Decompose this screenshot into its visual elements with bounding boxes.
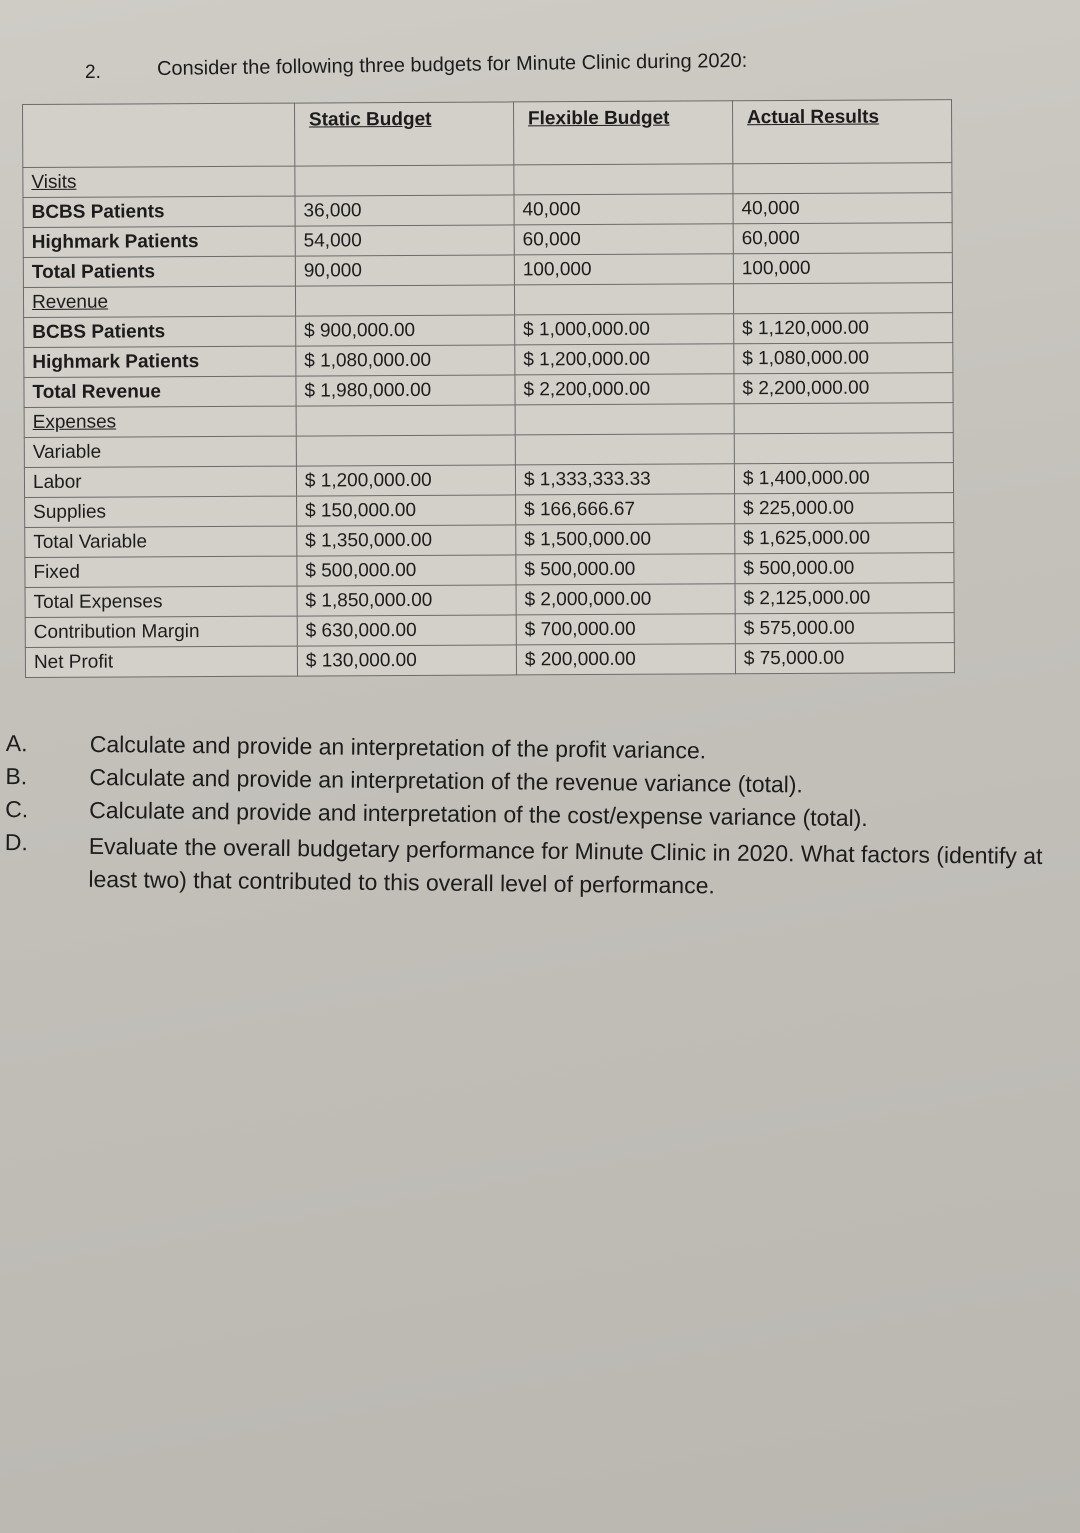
table-cell: $ 1,980,000.00 (296, 375, 515, 406)
table-cell: $ 500,000.00 (297, 555, 516, 586)
table-row (24, 373, 953, 408)
table-cell: $ 900,000.00 (296, 315, 515, 346)
table-cell: 60,000 (733, 223, 952, 254)
table-cell: $ 130,000.00 (297, 645, 516, 676)
table-cell: $ 1,333,333.33 (515, 464, 734, 495)
table-row (23, 283, 952, 318)
row-label: BCBS Patients (24, 316, 296, 347)
row-label: Total Patients (23, 256, 295, 287)
table-cell: $ 1,625,000.00 (735, 523, 954, 554)
table-cell (734, 403, 953, 434)
row-label: Highmark Patients (24, 346, 296, 377)
table-cell: $ 500,000.00 (516, 554, 735, 585)
table-cell: $ 1,850,000.00 (297, 585, 516, 616)
question-text: Calculate and provide an interpretation of the profit variance. (89, 730, 707, 764)
table-row (25, 553, 954, 588)
row-label: Net Profit (25, 646, 297, 677)
question-text: Calculate and provide an interpretation of the revenue variance (total). (89, 763, 804, 798)
question-item (0, 829, 1079, 910)
table-cell: 90,000 (295, 255, 514, 286)
table-cell (514, 284, 733, 315)
row-label: Variable (24, 436, 296, 467)
table-cell: 60,000 (514, 224, 733, 255)
table-cell: 100,000 (514, 254, 733, 285)
row-label: Visits (23, 166, 295, 197)
header-static-budget: Static Budget (294, 102, 513, 166)
table-cell (515, 404, 734, 435)
question-letter: C. (5, 796, 29, 823)
table-cell: $ 1,200,000.00 (515, 344, 734, 375)
table-header-row (23, 100, 952, 168)
table-cell: $ 1,120,000.00 (734, 313, 953, 344)
table-cell: $ 2,125,000.00 (735, 583, 954, 614)
table-cell (295, 165, 514, 196)
question-letter: A. (5, 730, 28, 757)
question-letter: B. (5, 763, 28, 790)
table-row (24, 463, 953, 498)
row-label: Total Expenses (25, 586, 297, 617)
row-label: Labor (24, 466, 296, 497)
table-cell: $ 2,200,000.00 (515, 374, 734, 405)
table-cell: 40,000 (733, 193, 952, 224)
table-cell: $ 1,350,000.00 (297, 525, 516, 556)
table-row (23, 163, 952, 198)
table-cell: 100,000 (733, 253, 952, 284)
table-cell: $ 500,000.00 (735, 553, 954, 584)
table-cell: $ 2,200,000.00 (734, 373, 953, 404)
row-label: Expenses (24, 406, 296, 437)
table-cell: $ 1,200,000.00 (296, 465, 515, 496)
table-cell: $ 225,000.00 (735, 493, 954, 524)
question-text: Calculate and provide and interpretation of the cost/expense variance (total). (89, 796, 868, 832)
header-actual-results: Actual Results (732, 100, 951, 164)
table-cell (733, 283, 952, 314)
table-cell (295, 285, 514, 316)
table-body (23, 163, 955, 678)
table-cell: $ 200,000.00 (516, 644, 735, 675)
table-row (23, 223, 952, 258)
table-cell (296, 435, 515, 466)
row-label: BCBS Patients (23, 196, 295, 227)
table-cell: $ 1,500,000.00 (516, 524, 735, 555)
table-row (24, 313, 953, 348)
table-cell (515, 434, 734, 465)
table-cell (296, 405, 515, 436)
table-row (23, 193, 952, 228)
table-cell: 54,000 (295, 225, 514, 256)
table-cell: $ 1,080,000.00 (734, 343, 953, 374)
question-intro: Consider the following three budgets for Minute Clinic during 2020: (156, 49, 748, 80)
table-cell: $ 630,000.00 (297, 615, 516, 646)
table-cell: $ 166,666.67 (515, 494, 734, 525)
question-letter: D. (4, 829, 28, 856)
table-row (25, 493, 954, 528)
table-row (24, 403, 953, 438)
table-cell: $ 2,000,000.00 (516, 584, 735, 615)
row-label: Supplies (25, 496, 297, 527)
table-cell: 40,000 (514, 194, 733, 225)
table-cell: $ 150,000.00 (296, 495, 515, 526)
table-cell: $ 75,000.00 (735, 643, 954, 674)
table-row (24, 433, 953, 468)
table-cell: $ 700,000.00 (516, 614, 735, 645)
table-row (23, 253, 952, 288)
row-label: Total Variable (25, 526, 297, 557)
table-cell (733, 163, 952, 194)
table-row (25, 613, 954, 648)
table-cell: $ 1,000,000.00 (515, 314, 734, 345)
table-cell (514, 164, 733, 195)
table-row (25, 643, 954, 678)
question-number: 2. (85, 62, 101, 83)
budget-table (22, 99, 955, 678)
table-row (25, 583, 954, 618)
row-label: Contribution Margin (25, 616, 297, 647)
table-cell: $ 575,000.00 (735, 613, 954, 644)
question-list (0, 730, 1080, 910)
table-row (25, 523, 954, 558)
row-label: Fixed (25, 556, 297, 587)
table-row (24, 343, 953, 378)
header-flexible-budget: Flexible Budget (513, 101, 732, 165)
row-label: Revenue (23, 286, 295, 317)
table-cell: 36,000 (295, 195, 514, 226)
row-label: Highmark Patients (23, 226, 295, 257)
header-blank (23, 103, 295, 167)
row-label: Total Revenue (24, 376, 296, 407)
table-cell: $ 1,400,000.00 (734, 463, 953, 494)
table-cell (734, 433, 953, 464)
table-cell: $ 1,080,000.00 (296, 345, 515, 376)
question-text: Evaluate the overall budgetary performance for Minute Clinic in 2020. What factors (identify at least two) that contributed to this overall level of performance. (88, 832, 1043, 899)
